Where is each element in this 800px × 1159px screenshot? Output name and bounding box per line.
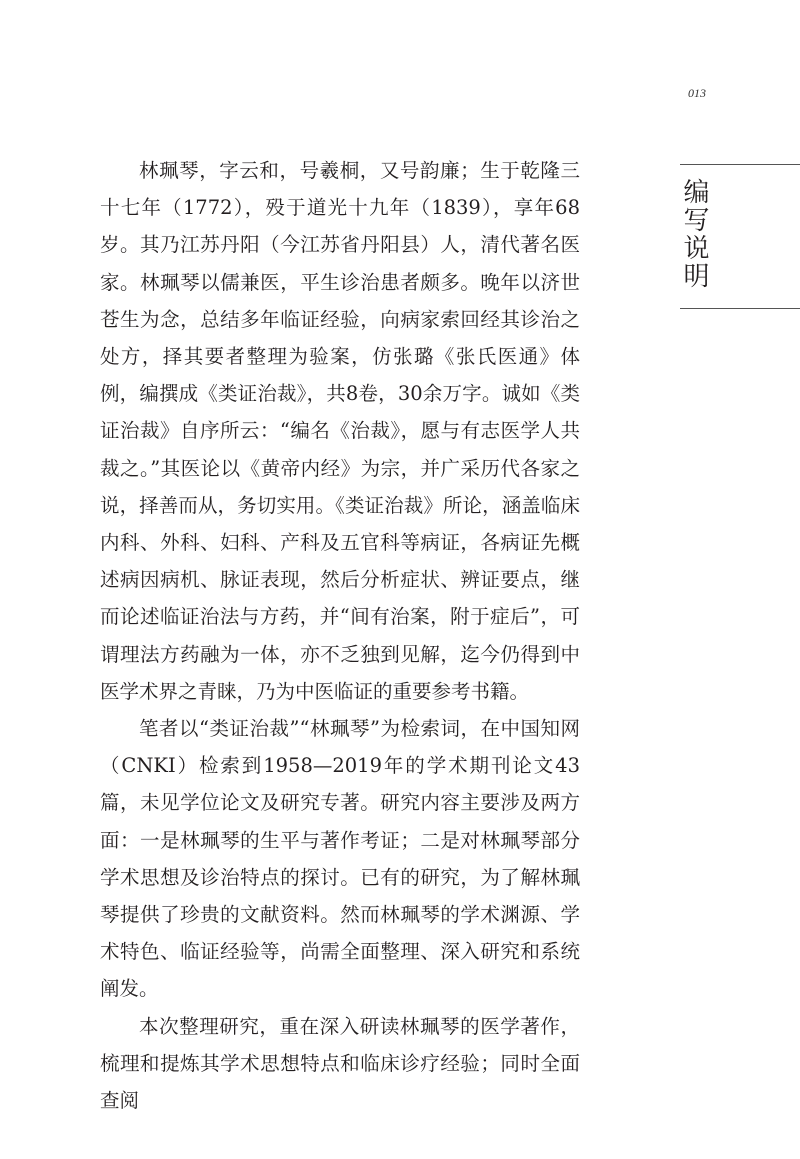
section-rule-top <box>680 164 800 165</box>
page-number: 013 <box>688 86 706 100</box>
body-text <box>100 152 580 1119</box>
paragraph-2: 笔者以“类证治裁”“林珮琴”为检索词，在中国知网（CNKI）检索到1958—2019年的学术期刊论文43篇，未见学位论文及研究专著。研究内容主要涉及两方面：一是林珮琴的生平与著作考证；二是对林珮琴部分学术思想及诊治特点的探讨。已有的研究，为了解林珮琴提供了珍贵的文献资料。然而林珮琴的学术渊源、学术特色、临证经验等，尚需全面整理、深入研究和系统阐发。 <box>100 717 580 1001</box>
paragraph-1: 林珮琴，字云和，号羲桐，又号韵廉；生于乾隆三十七年（1772），殁于道光十九年（1839），享年68岁。其乃江苏丹阳（今江苏省丹阳县）人，清代著名医家。林珮琴以儒兼医，平生诊治患者颇多。晚年以济世苍生为念，总结多年临证经验，向病家索回经其诊治之处方，择其要者整理为验案，仿张璐《张氏医通》体例，编撰成《类证治裁》，共8卷，30余万字。诚如《类证治裁》自序所云：“编名《治裁》，愿与有志医学人共裁之。”其医论以《黄帝内经》为宗，并广采历代各家之说，择善而从，务切实用。《类证治裁》所论，涵盖临床内科、外科、妇科、产科及五官科等病证，各病证先概述病因病机、脉证表现，然后分析症状、辨证要点，继而论述临证治法与方药，并“间有治案，附于症后”，可谓理法方药融为一体，亦不乏独到见解，迄今仍得到中医学术界之青睐，乃为中医临证的重要参考书籍。 <box>100 159 580 703</box>
section-rule-bottom <box>680 308 800 309</box>
paragraph-3: 本次整理研究，重在深入研读林珮琴的医学著作，梳理和提炼其学术思想特点和临床诊疗经验；同时全面查阅 <box>100 1014 580 1113</box>
section-title: 编写说明 <box>679 178 709 290</box>
